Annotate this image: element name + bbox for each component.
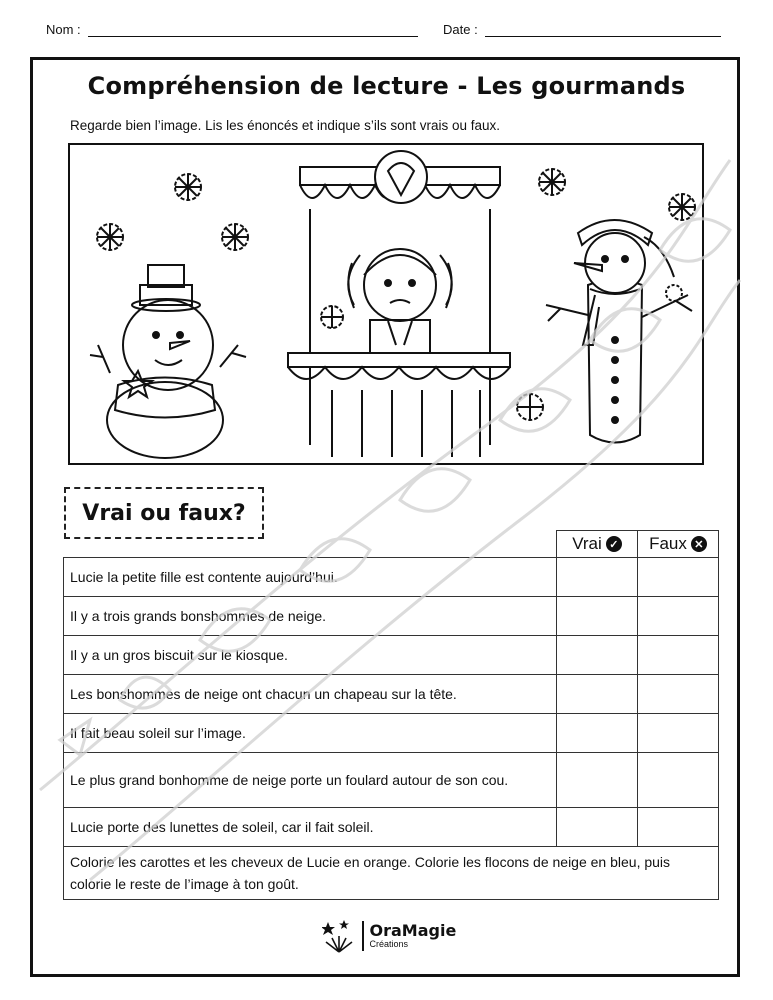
table-row — [64, 714, 719, 753]
statement-cell: Il y a un gros biscuit sur le kiosque. — [64, 636, 557, 675]
answer-true-cell[interactable] — [557, 597, 638, 636]
true-false-table — [63, 530, 719, 900]
table-header-row — [64, 531, 719, 558]
answer-false-cell[interactable] — [638, 636, 719, 675]
snowflake-icon — [517, 394, 543, 420]
page-title: Compréhension de lecture - Les gourmands — [87, 72, 686, 100]
header-false — [638, 531, 719, 558]
answer-false-cell[interactable] — [638, 808, 719, 847]
x-circle-icon: ✕ — [691, 536, 707, 552]
snowman-left — [90, 265, 246, 458]
logo-name: OraMagie — [369, 921, 457, 940]
snowflake-icon — [321, 306, 343, 328]
answer-false-cell[interactable] — [638, 675, 719, 714]
winter-scene-drawing — [70, 145, 702, 463]
table-row — [64, 753, 719, 808]
snowflake-icon — [539, 169, 565, 195]
statement-cell: Il y a trois grands bonshommes de neige. — [64, 597, 557, 636]
answer-true-cell[interactable] — [557, 808, 638, 847]
statement-cell: Il fait beau soleil sur l’image. — [64, 714, 557, 753]
quiz-heading: Vrai ou faux? — [82, 500, 246, 526]
stars-logo-icon — [322, 918, 356, 954]
answer-false-cell[interactable] — [638, 558, 719, 597]
publisher-logo — [322, 918, 456, 954]
table-row — [64, 597, 719, 636]
illustration — [68, 143, 704, 465]
snowflake-icon — [175, 174, 201, 200]
name-field[interactable] — [46, 22, 418, 37]
logo-subtitle: Créations — [369, 939, 409, 949]
date-field[interactable] — [443, 22, 721, 37]
header-false-label: Faux — [649, 534, 687, 553]
snowman-right — [546, 220, 692, 443]
coloring-row — [64, 847, 719, 900]
answer-true-cell[interactable] — [557, 675, 638, 714]
answer-false-cell[interactable] — [638, 714, 719, 753]
table-row — [64, 675, 719, 714]
date-label: Date : — [443, 22, 478, 37]
header-true-label: Vrai — [572, 534, 602, 553]
snowflake-icon — [97, 224, 123, 250]
girl-lucie — [348, 249, 452, 353]
statement-cell: Lucie la petite fille est contente aujourd’hui. — [64, 558, 557, 597]
table-row — [64, 636, 719, 675]
table-row — [64, 808, 719, 847]
answer-false-cell[interactable] — [638, 597, 719, 636]
coloring-instruction: Colorie les carottes et les cheveux de Lucie en orange. Colorie les flocons de neige en bleu, puis colorie le reste de l’image à ton goût. — [64, 847, 719, 900]
answer-true-cell[interactable] — [557, 753, 638, 808]
statement-cell: Lucie porte des lunettes de soleil, car il fait soleil. — [64, 808, 557, 847]
name-line[interactable] — [88, 22, 418, 37]
check-circle-icon: ✓ — [606, 536, 622, 552]
instruction-text: Regarde bien l’image. Lis les énoncés et indique s’ils sont vrais ou faux. — [70, 118, 500, 133]
snowflake-icon — [669, 194, 695, 220]
answer-true-cell[interactable] — [557, 558, 638, 597]
header-blank-cell — [64, 531, 557, 558]
name-label: Nom : — [46, 22, 81, 37]
table-row — [64, 558, 719, 597]
logo-separator — [362, 921, 364, 951]
answer-true-cell[interactable] — [557, 714, 638, 753]
statement-cell: Le plus grand bonhomme de neige porte un foulard autour de son cou. — [64, 753, 557, 808]
answer-true-cell[interactable] — [557, 636, 638, 675]
answer-false-cell[interactable] — [638, 753, 719, 808]
date-line[interactable] — [485, 22, 721, 37]
snowflake-icon — [222, 224, 248, 250]
header-true — [557, 531, 638, 558]
statement-cell: Les bonshommes de neige ont chacun un chapeau sur la tête. — [64, 675, 557, 714]
